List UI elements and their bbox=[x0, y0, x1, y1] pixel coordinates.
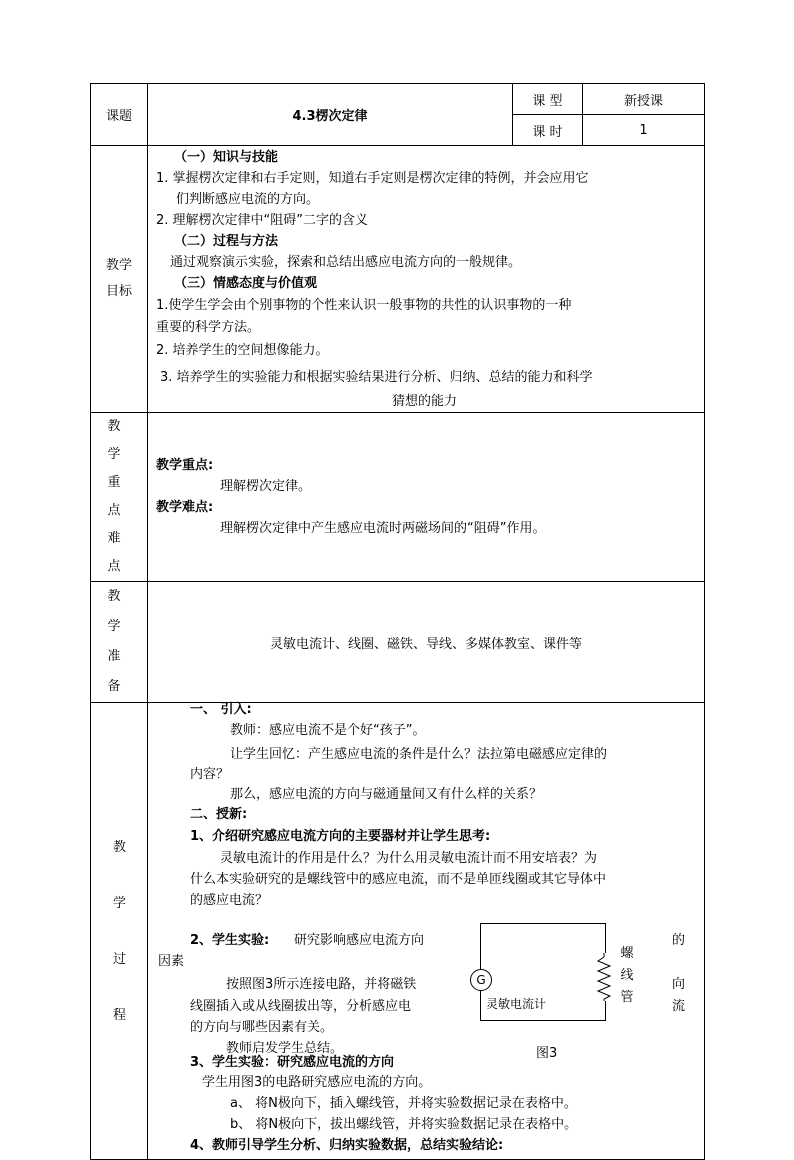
item-2-line: 按照图3所示连接电路，并将磁铁 bbox=[226, 977, 417, 992]
item-2-line: 的方向与哪些因素有关。 bbox=[190, 1020, 334, 1035]
topic-title: 4.3楞次定律 bbox=[148, 84, 513, 146]
objective-line: 1. 掌握楞次定律和右手定则，知道右手定则是楞次定律的特例，并会应用它 bbox=[156, 171, 589, 186]
item-3-step-a: a、 将N极向下，插入螺线管，并将实验数据记录在表格中。 bbox=[230, 1096, 577, 1111]
objective-line: 3. 培养学生的实验能力和根据实验结果进行分析、归纳、总结的能力和科学 bbox=[160, 370, 593, 385]
lesson-plan-table bbox=[90, 83, 705, 1160]
lesson-type-value: 新授课 bbox=[583, 84, 705, 115]
objective-line: 1.使学生学会由个别事物的个性来认识一般事物的共性的认识事物的一种 bbox=[156, 298, 572, 313]
focus-title: 教学重点: bbox=[156, 458, 214, 473]
process-label-1: 教 bbox=[112, 840, 126, 855]
preparation-text: 灵敏电流计、线圈、磁铁、导线、多媒体教室、课件等 bbox=[148, 582, 705, 703]
coil-icon bbox=[596, 953, 612, 1001]
new-lesson-heading: 二、授新: bbox=[190, 807, 248, 822]
objective-heading-values: （三）情感态度与价值观 bbox=[174, 276, 318, 291]
objective-heading-process: （二）过程与方法 bbox=[174, 234, 279, 249]
intro-line: 教师：感应电流不是个好“孩子”。 bbox=[230, 723, 426, 738]
preparation-label-1: 教 学 bbox=[107, 589, 131, 634]
item-3-heading: 3、学生实验：研究感应电流的方向 bbox=[190, 1055, 395, 1070]
galvanometer-label: 灵敏电流计 bbox=[486, 997, 547, 1011]
coil-label-char: 螺 bbox=[620, 946, 634, 961]
process-cell bbox=[148, 703, 705, 1160]
keypoints-cell bbox=[148, 413, 705, 582]
figure-caption: 图3 bbox=[536, 1046, 558, 1061]
item-2-line: 线圈插入或从线圈拔出等，分析感应电 bbox=[190, 999, 412, 1014]
keypoints-label-2: 重 点 bbox=[107, 475, 131, 518]
coil-label-char: 线 bbox=[620, 968, 634, 983]
item-2-head-text: 的 bbox=[672, 933, 686, 948]
objective-line: 重要的科学方法。 bbox=[156, 320, 261, 335]
item-1-line: 的感应电流？ bbox=[190, 893, 269, 908]
intro-heading: 一、 引入: bbox=[190, 702, 252, 717]
process-label bbox=[91, 703, 148, 1160]
process-label-2: 学 bbox=[112, 896, 126, 911]
objectives-cell bbox=[148, 146, 705, 413]
keypoints-label-1: 教 学 bbox=[107, 419, 131, 462]
topic-label: 课题 bbox=[91, 84, 148, 146]
galvanometer-symbol: G bbox=[470, 969, 492, 991]
item-2-line: 向 bbox=[672, 977, 686, 992]
lesson-hours-label: 课 时 bbox=[513, 115, 583, 146]
objective-heading-knowledge: （一）知识与技能 bbox=[174, 150, 279, 165]
focus-text: 理解楞次定律。 bbox=[220, 479, 312, 494]
difficulty-title: 教学难点: bbox=[156, 500, 214, 515]
process-label-4: 程 bbox=[112, 1008, 126, 1023]
intro-line: 那么，感应电流的方向与磁通量间又有什么样的关系？ bbox=[230, 787, 543, 802]
objective-line: 猜想的能力 bbox=[392, 394, 458, 409]
difficulty-text: 理解楞次定律中产生感应电流时两磁场间的“阻碍”作用。 bbox=[220, 521, 546, 536]
objective-line: 们判断感应电流的方向。 bbox=[176, 192, 320, 207]
objective-line: 2. 培养学生的空间想像能力。 bbox=[156, 343, 329, 358]
item-2-line: 教师启发学生总结。 bbox=[226, 1041, 344, 1056]
intro-line: 内容？ bbox=[190, 767, 230, 782]
objectives-label-2: 目标 bbox=[105, 284, 132, 299]
process-label-3: 过 bbox=[112, 952, 126, 967]
item-4-heading: 4、教师引导学生分析、归纳实验数据，总结实验结论: bbox=[190, 1138, 504, 1153]
intro-line: 让学生回忆：产生感应电流的条件是什么？法拉第电磁感应定律的 bbox=[230, 747, 608, 762]
objectives-label-1: 教学 bbox=[105, 258, 132, 273]
item-2-head-text: 研究影响感应电流方向 bbox=[294, 933, 425, 948]
item-3-step-b: b、 将N极向下，拔出螺线管，并将实验数据记录在表格中。 bbox=[230, 1117, 578, 1132]
objective-line: 2. 理解楞次定律中“阻碍”二字的含义 bbox=[156, 213, 369, 228]
keypoints-label-3: 难 点 bbox=[107, 531, 131, 574]
item-1-line: 灵敏电流计的作用是什么？为什么用灵敏电流计而不用安培表？为 bbox=[220, 851, 598, 866]
coil-label-char: 管 bbox=[620, 990, 634, 1005]
preparation-label bbox=[91, 582, 148, 703]
item-1-heading: 1、介绍研究感应电流方向的主要器材并让学生思考: bbox=[190, 829, 491, 844]
item-2-line: 流 bbox=[672, 999, 686, 1014]
preparation-label-2: 准 备 bbox=[107, 649, 131, 694]
item-1-line: 什么本实验研究的是螺线管中的感应电流，而不是单匝线圈或其它导体中 bbox=[190, 872, 607, 887]
lesson-type-label: 课 型 bbox=[513, 84, 583, 115]
keypoints-label bbox=[91, 413, 148, 582]
item-2-heading: 2、学生实验: bbox=[190, 933, 270, 948]
objectives-label bbox=[91, 146, 148, 413]
item-2-head-text: 因素 bbox=[158, 954, 185, 969]
lesson-hours-value: 1 bbox=[583, 115, 705, 146]
objective-line: 通过观察演示实验，探索和总结出感应电流方向的一般规律。 bbox=[170, 255, 522, 270]
item-3-line: 学生用图3的电路研究感应电流的方向。 bbox=[202, 1075, 432, 1090]
